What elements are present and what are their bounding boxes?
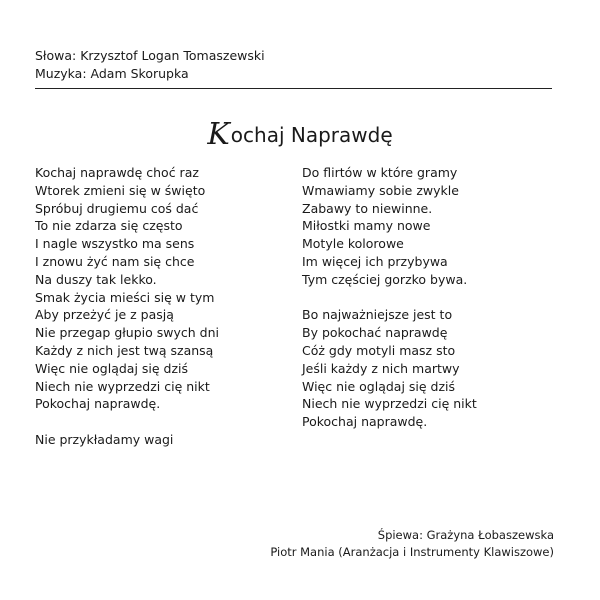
- lyric-line: Pokochaj naprawdę.: [302, 414, 428, 430]
- lyric-line: Nie przegap głupio swych dni: [35, 325, 219, 341]
- lyric-line: Kochaj naprawdę choć raz: [35, 165, 199, 180]
- lyric-line: Spróbuj drugiemu coś dać: [35, 200, 199, 216]
- lyrics-author: Słowa: Krzysztof Logan Tomaszewski: [35, 48, 265, 63]
- lyric-line: Więc nie oglądaj się dziś: [302, 378, 456, 394]
- lyric-line: Jeśli każdy z nich martwy: [302, 360, 460, 376]
- lyric-line: Miłostki mamy nowe: [302, 218, 431, 234]
- lyric-line: Niech nie wyprzedzi cię nikt: [35, 378, 210, 394]
- lyric-line: Smak życia mieści się w tym: [35, 289, 215, 305]
- lyric-line: Do flirtów w które gramy: [302, 165, 458, 180]
- lyric-line: Bo najważniejsze jest to: [302, 307, 453, 323]
- credits-block: [35, 47, 265, 83]
- title-text: ochaj Naprawdę: [230, 123, 393, 147]
- lyric-line: Niech nie wyprzedzi cię nikt: [302, 396, 477, 412]
- lyrics-column-left: [35, 164, 219, 449]
- lyric-line: I znowu żyć nam się chce: [35, 253, 195, 269]
- lyric-line: Każdy z nich jest twą szansą: [35, 342, 214, 358]
- lyric-line: To nie zdarza się często: [35, 218, 183, 234]
- lyric-line: Wtorek zmieni się w święto: [35, 182, 206, 198]
- lyric-line: Zabawy to niewinne.: [302, 200, 433, 216]
- performers-block: [270, 527, 554, 561]
- stanza-break: [35, 413, 219, 431]
- stanza-break: [302, 289, 477, 307]
- lyric-line: Motyle kolorowe: [302, 236, 404, 252]
- lyric-line: Pokochaj naprawdę.: [35, 396, 161, 412]
- lyric-line: By pokochać naprawdę: [302, 325, 448, 341]
- lyric-line: Cóż gdy motyli masz sto: [302, 342, 456, 358]
- title-decorative-initial: K: [207, 117, 230, 152]
- song-title: [0, 117, 600, 152]
- lyric-line: Tym częściej gorzko bywa.: [302, 271, 468, 287]
- lyric-line: Im więcej ich przybywa: [302, 253, 448, 269]
- header-divider: [35, 88, 552, 89]
- singer-credit: Śpiewa: Grażyna Łobaszewska: [377, 528, 554, 542]
- lyric-line: Na duszy tak lekko.: [35, 271, 157, 287]
- lyric-line: I nagle wszystko ma sens: [35, 236, 195, 252]
- lyric-line: Więc nie oglądaj się dziś: [35, 360, 189, 376]
- arranger-credit: Piotr Mania (Aranżacja i Instrumenty Klawiszowe): [270, 545, 554, 559]
- lyric-line: Nie przykładamy wagi: [35, 431, 174, 447]
- lyric-line: Wmawiamy sobie zwykle: [302, 182, 459, 198]
- lyrics-column-right: [302, 164, 477, 431]
- lyric-line: Aby przeżyć je z pasją: [35, 307, 174, 323]
- music-author: Muzyka: Adam Skorupka: [35, 66, 189, 81]
